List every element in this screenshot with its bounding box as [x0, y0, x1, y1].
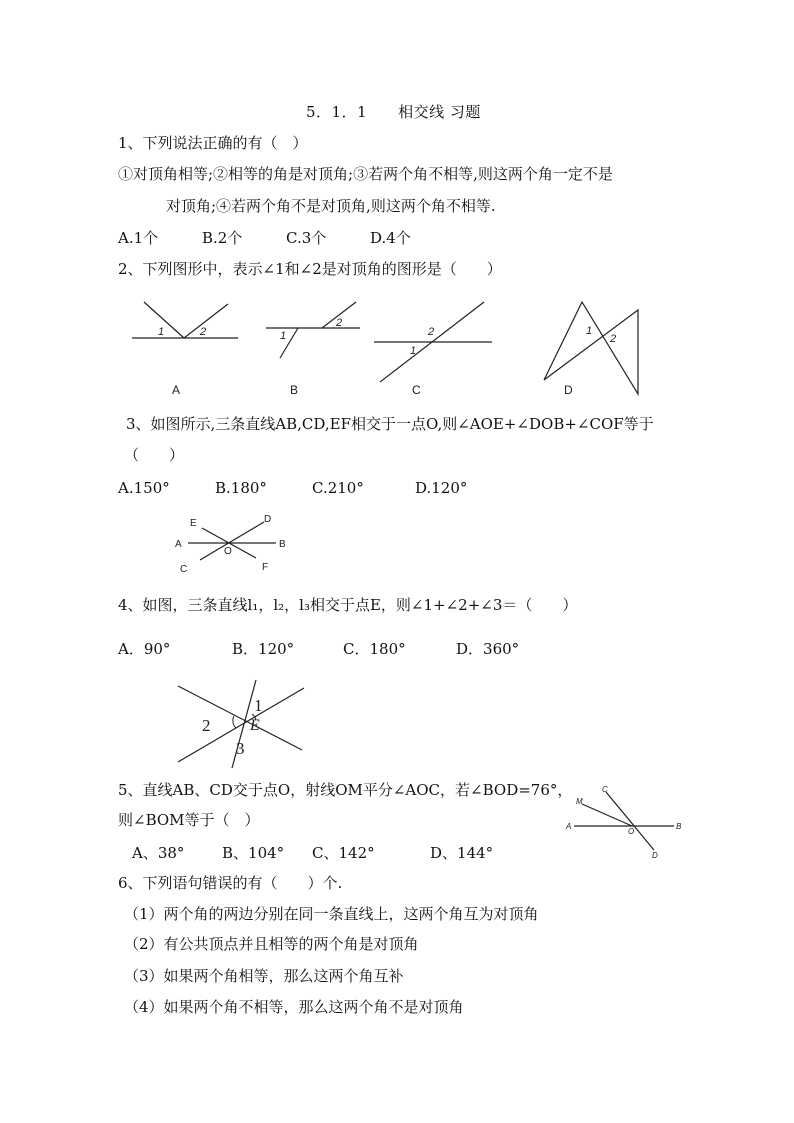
q3-stem-line1: 3、如图所示,三条直线AB,CD,EF相交于一点O,则∠AOE+∠DOB+∠COF等于: [126, 415, 654, 433]
q5-stem-line1: 5、直线AB、CD交于点O，射线OM平分∠AOC，若∠BOD=76°，: [118, 781, 573, 799]
q5-label-d: D: [652, 851, 658, 860]
q6-item-1: （1）两个角的两边分别在同一条直线上，这两个角互为对顶角: [124, 905, 539, 923]
q5-option-d: D、144°: [430, 844, 494, 862]
q2-figure-d: [540, 298, 650, 398]
q5-label-a: A: [566, 822, 572, 831]
q4-point-e-label: E: [250, 717, 260, 734]
q4-option-b: B．120°: [232, 640, 295, 658]
q3-label-o: O: [224, 546, 232, 557]
q5-label-o: O: [628, 827, 635, 836]
q1-statement-line1: ①对顶角相等;②相等的角是对顶角;③若两个角不相等,则这两个角一定不是: [118, 165, 613, 183]
q2-stem: 2、下列图形中，表示∠1和∠2是对顶角的图形是（ ）: [118, 260, 502, 278]
q2-figure-c: [372, 298, 496, 398]
q3-label-a: A: [175, 539, 182, 550]
q2-figure-a: [130, 298, 240, 398]
q5-option-a: A、38°: [132, 844, 185, 862]
q2c-caption: C: [412, 383, 421, 397]
q4-figure: [170, 676, 310, 770]
q5-figure: [562, 782, 692, 860]
q2a-caption: A: [172, 383, 181, 397]
q1-option-d: D.4个: [370, 229, 411, 247]
q3-label-f: F: [262, 562, 269, 573]
q3-label-b: B: [279, 539, 286, 550]
q5-label-b: B: [676, 822, 682, 831]
q1-option-b: B.2个: [202, 229, 243, 247]
q2c-angle-1-label: 1: [410, 345, 417, 357]
q6-stem: 6、下列语句错误的有（ ）个.: [118, 874, 343, 892]
q5-label-m: M: [576, 797, 583, 806]
q6-item-4: （4）如果两个角不相等，那么这两个角不是对顶角: [124, 998, 464, 1016]
q3-figure: [172, 510, 294, 578]
q4-angle-2-label: 2: [202, 716, 211, 735]
q4-option-c: C．180°: [343, 640, 406, 658]
q3-option-d: D.120°: [415, 479, 468, 497]
q5-option-b: B、104°: [222, 844, 285, 862]
q4-option-d: D．360°: [456, 640, 520, 658]
q2a-angle-2-label: 2: [200, 326, 207, 338]
q2-figure-b: [262, 298, 372, 398]
q2d-caption: D: [564, 383, 573, 397]
q2c-angle-2-label: 2: [428, 326, 435, 338]
q5-label-c: C: [602, 785, 608, 794]
q2b-angle-2-label: 2: [336, 317, 343, 329]
q3-option-a: A.150°: [118, 479, 170, 497]
q4-angle-3-label: 3: [236, 739, 245, 758]
q2a-angle-1-label: 1: [158, 326, 165, 338]
q6-item-2: （2）有公共顶点并且相等的两个角是对顶角: [124, 935, 419, 953]
q3-option-c: C.210°: [312, 479, 364, 497]
q2b-caption: B: [290, 383, 299, 397]
q1-stem: 1、下列说法正确的有（ ）: [118, 134, 308, 152]
q6-item-3: （3）如果两个角相等，那么这两个角互补: [124, 967, 404, 985]
q4-stem: 4、如图，三条直线l₁，l₂，l₃相交于点E，则∠1+∠2+∠3＝（ ）: [118, 596, 578, 614]
q1-option-a: A.1个: [118, 229, 159, 247]
q1-option-c: C.3个: [286, 229, 327, 247]
q5-option-c: C、142°: [312, 844, 375, 862]
q2d-angle-2-label: 2: [610, 333, 617, 345]
q2b-angle-1-label: 1: [280, 330, 287, 342]
q3-label-d: D: [264, 514, 272, 525]
q2d-angle-1-label: 1: [586, 325, 593, 337]
q1-statement-line2: 对顶角;④若两个角不是对顶角,则这两个角不相等.: [166, 197, 496, 215]
q4-option-a: A．90°: [118, 640, 171, 658]
q3-option-b: B.180°: [215, 479, 267, 497]
q3-stem-line2: （ ）: [124, 446, 185, 464]
q3-label-e: E: [190, 518, 197, 529]
page-title: 5．1．1 相交线 习题: [306, 103, 481, 121]
q4-angle-1-label: 1: [254, 696, 263, 715]
q5-stem-line2: 则∠BOM等于（ ）: [118, 811, 260, 829]
q3-label-c: C: [180, 564, 188, 575]
